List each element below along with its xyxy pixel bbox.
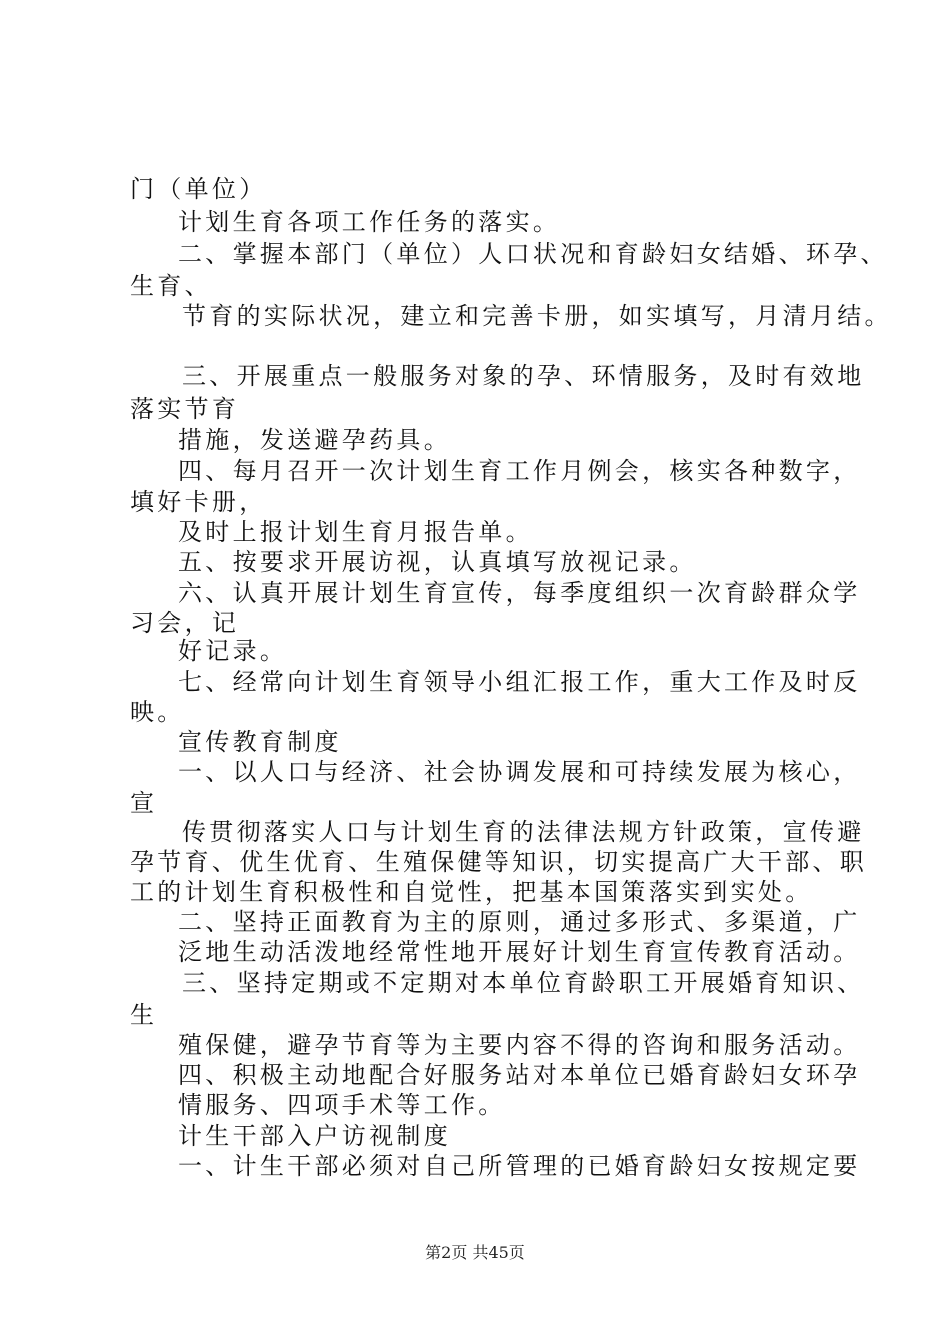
text-line: 情服务、四项手术等工作。 bbox=[178, 1091, 506, 1119]
text-line: 落实节育 bbox=[130, 395, 240, 423]
text-line: 映。 bbox=[130, 698, 185, 726]
text-line: 三、坚持定期或不定期对本单位育龄职工开展婚育知识、 bbox=[182, 969, 865, 997]
text-line: 二、坚持正面教育为主的原则，通过多形式、多渠道，广 bbox=[178, 908, 861, 936]
text-line: 节育的实际状况，建立和完善卡册，如实填写，月清月结。 bbox=[182, 302, 892, 330]
text-line: 殖保健，避孕节育等为主要内容不得的咨询和服务活动。 bbox=[178, 1031, 861, 1059]
text-line: 五、按要求开展访视，认真填写放视记录。 bbox=[178, 548, 697, 576]
text-line: 孕节育、优生优育、生殖保健等知识，切实提高广大干部、职 bbox=[130, 848, 868, 876]
text-line: 一、计生干部必须对自己所管理的已婚育龄妇女按规定要 bbox=[178, 1152, 861, 1180]
text-line: 计划生育各项工作任务的落实。 bbox=[178, 208, 561, 236]
text-line: 生育、 bbox=[130, 272, 212, 300]
text-line: 工的计划生育积极性和自觉性，把基本国策落实到实处。 bbox=[130, 878, 813, 906]
text-line: 一、以人口与经济、社会协调发展和可持续发展为核心， bbox=[178, 758, 861, 786]
text-line: 措施，发送避孕药具。 bbox=[178, 426, 451, 454]
text-line: 七、经常向计划生育领导小组汇报工作，重大工作及时反 bbox=[178, 668, 861, 696]
text-line: 填好卡册， bbox=[130, 488, 267, 516]
text-line: 传贯彻落实人口与计划生育的法律法规方针政策，宣传避 bbox=[182, 818, 865, 846]
text-line: 二、掌握本部门（单位）人口状况和育龄妇女结婚、环孕、 bbox=[178, 240, 888, 268]
text-line: 宣 bbox=[130, 789, 158, 817]
text-line: 及时上报计划生育月报告单。 bbox=[178, 518, 533, 546]
text-line: 生 bbox=[130, 1001, 158, 1029]
section-heading: 计生干部入户访视制度 bbox=[178, 1122, 451, 1150]
text-line: 四、积极主动地配合好服务站对本单位已婚育龄妇女环孕 bbox=[178, 1061, 861, 1089]
section-heading: 宣传教育制度 bbox=[178, 728, 342, 756]
text-line: 习会，记 bbox=[130, 609, 240, 637]
text-line: 四、每月召开一次计划生育工作月例会，核实各种数字， bbox=[178, 457, 861, 485]
text-line: 三、开展重点一般服务对象的孕、环情服务，及时有效地 bbox=[182, 362, 865, 390]
text-line: 六、认真开展计划生育宣传，每季度组织一次育龄群众学 bbox=[178, 579, 861, 607]
text-line: 门（单位） bbox=[130, 175, 267, 203]
text-line: 泛地生动活泼地经常性地开展好计划生育宣传教育活动。 bbox=[178, 938, 861, 966]
text-line: 好记录。 bbox=[178, 637, 288, 665]
page-number-footer: 第2页 共45页 bbox=[425, 1243, 525, 1262]
